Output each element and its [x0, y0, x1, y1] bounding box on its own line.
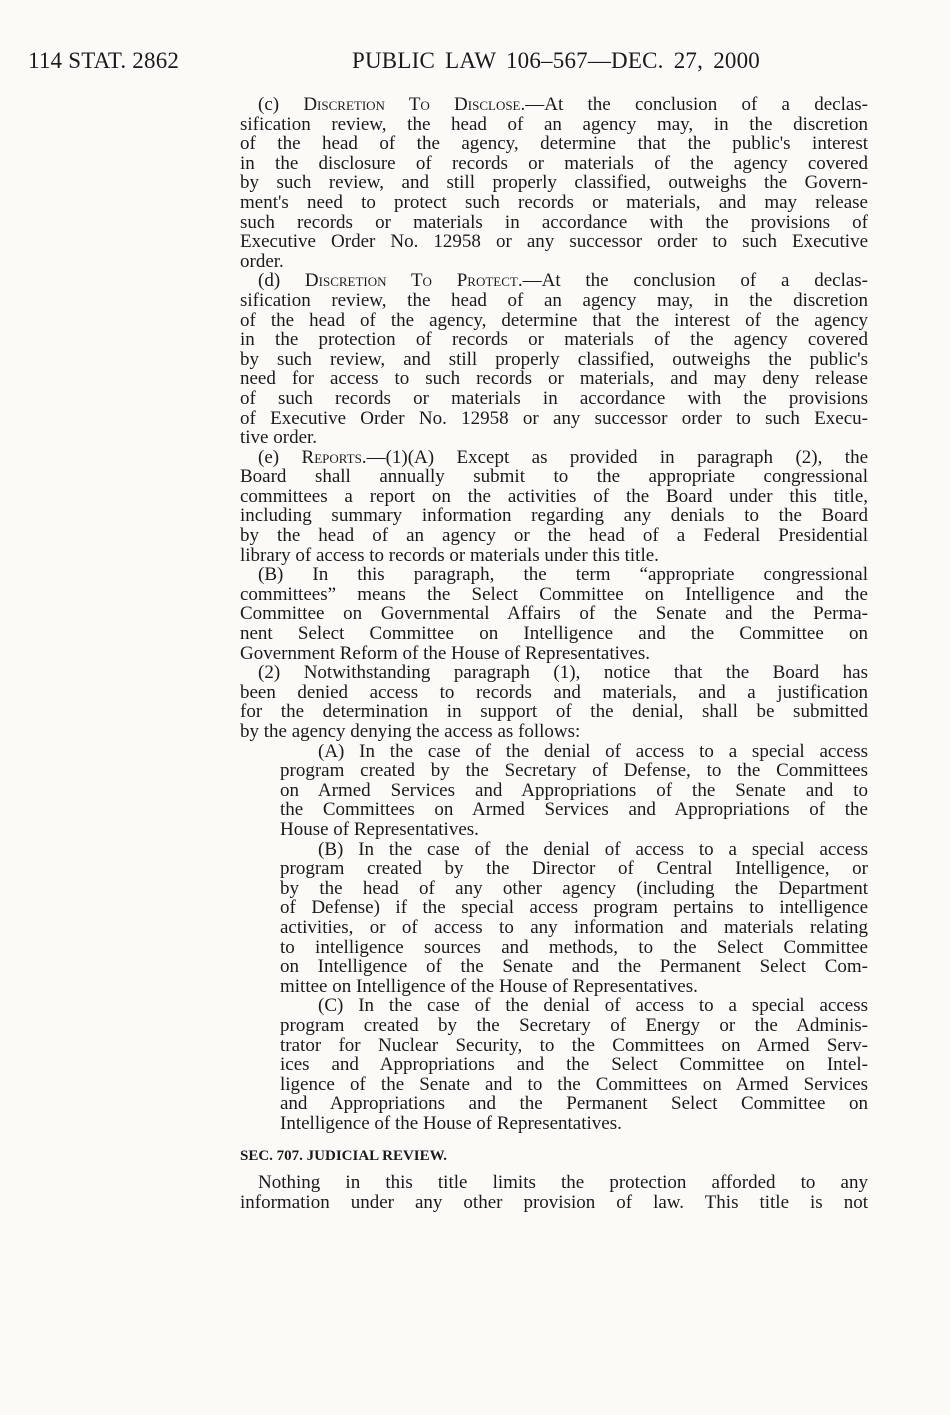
paragraph	[240, 95, 868, 271]
text-line: (A) In the case of the denial of access to a special access	[318, 740, 868, 762]
section-heading: SEC. 707. JUDICIAL REVIEW.	[240, 1148, 447, 1164]
text-line: Executive Order No. 12958 or any successor order to such Executive	[240, 231, 868, 253]
paragraph	[240, 663, 868, 741]
paragraph	[280, 996, 868, 1133]
text-line: by such review, and still properly classified, outweighs the public's	[240, 348, 868, 370]
text-line: Board shall annually submit to the appropriate congressional	[240, 466, 868, 488]
text-line: trator for Nuclear Security, to the Committees on Armed Serv-	[280, 1034, 868, 1056]
page-stat-number: 114 STAT. 2862	[28, 48, 180, 73]
text-line: committees” means the Select Committee on Intelligence and the	[240, 583, 868, 605]
text-line: mittee on Intelligence of the House of Representatives.	[280, 975, 698, 997]
paragraph	[280, 742, 868, 840]
text-line: nent Select Committee on Intelligence and the Committee on	[240, 623, 868, 645]
text-line: been denied access to records and materials, and a justification	[240, 681, 868, 703]
text-line: (C) In the case of the denial of access to a special access	[318, 995, 868, 1017]
text-line-content: —(1)(A) Except as provided in paragraph (2), the	[366, 446, 868, 468]
text-line: for the determination in support of the denial, shall be submitted	[240, 701, 868, 723]
text-line-content: —At the conclusion of a declas-	[522, 270, 869, 292]
text-line: by the head of any other agency (including the Department	[280, 877, 868, 899]
text-line: to intelligence sources and methods, to the Select Committee	[280, 936, 868, 958]
paragraph-label: (e)	[258, 446, 302, 468]
text-line: on Intelligence of the Senate and the Permanent Select Com-	[280, 956, 868, 978]
text-line: program created by the Secretary of Defense, to the Committees	[280, 760, 868, 782]
document-body	[240, 95, 868, 1133]
text-line: program created by the Director of Central Intelligence, or	[280, 858, 868, 880]
text-line: ment's need to protect such records or materials, and may release	[240, 191, 868, 213]
text-line: House of Representatives.	[280, 818, 479, 840]
text-line: of such records or materials in accordance with the provisions	[240, 387, 868, 409]
text-line: by such review, and still properly classified, outweighs the Govern-	[240, 172, 868, 194]
text-line: tive order.	[240, 427, 318, 449]
text-line: sification review, the head of an agency may, in the discretion	[240, 113, 868, 135]
paragraph-label: (d)	[258, 270, 305, 292]
text-line: activities, or of access to any information and materials relating	[280, 916, 868, 938]
text-line: library of access to records or materials under this title.	[240, 544, 659, 566]
text-line: ligence of the Senate and to the Committees on Armed Services	[280, 1073, 868, 1095]
paragraph-heading: Discretion To Protect.	[304, 270, 523, 292]
text-line: the Committees on Armed Services and Appropriations of the	[280, 799, 868, 821]
running-header: PUBLIC LAW 106–567—DEC. 27, 2000	[352, 48, 760, 73]
text-line: Government Reform of the House of Representatives.	[240, 642, 650, 664]
section-paragraph	[240, 1173, 868, 1212]
text-line: of the head of the agency, determine that the interest of the agency	[240, 309, 868, 331]
text-line: committees a report on the activities of the Board under this title,	[240, 485, 868, 507]
text-line: by the agency denying the access as follows:	[240, 721, 581, 742]
paragraph-label: (c)	[258, 94, 304, 115]
text-line: (B) In the case of the denial of access to a special access	[318, 838, 868, 860]
text-line: Committee on Governmental Affairs of the Senate and the Perma-	[240, 603, 868, 625]
text-line	[240, 271, 868, 291]
text-line: (B) In this paragraph, the term “appropriate congressional	[258, 564, 868, 586]
paragraph	[240, 448, 868, 566]
text-line: such records or materials in accordance with the provisions of	[240, 211, 868, 233]
text-line: Intelligence of the House of Representatives.	[280, 1112, 622, 1134]
text-line: of the head of the agency, determine that the public's interest	[240, 133, 868, 155]
text-line: program created by the Secretary of Energy or the Adminis-	[280, 1014, 868, 1036]
paragraph-heading: Discretion To Disclose.	[303, 94, 526, 115]
text-line	[240, 448, 868, 468]
text-line: in the disclosure of records or materials of the agency covered	[240, 152, 868, 174]
text-line: need for access to such records or materials, and may deny release	[240, 368, 868, 390]
text-line-content: —At the conclusion of a declas-	[525, 94, 869, 115]
text-line: and Appropriations and the Permanent Select Committee on	[280, 1093, 868, 1115]
text-line: ices and Appropriations and the Select Committee on Intel-	[280, 1054, 868, 1076]
text-line: by the head of an agency or the head of a Federal Presidential	[240, 525, 868, 547]
text-line: in the protection of records or materials of the agency covered	[240, 329, 868, 351]
text-line: of Defense) if the special access program pertains to intelligence	[280, 897, 868, 919]
text-line: of Executive Order No. 12958 or any successor order to such Execu-	[240, 407, 868, 429]
text-line: (2) Notwithstanding paragraph (1), notice that the Board has	[258, 662, 868, 684]
text-line: sification review, the head of an agency may, in the discretion	[240, 289, 868, 311]
text-line: including summary information regarding any denials to the Board	[240, 505, 868, 527]
paragraph	[240, 565, 868, 663]
text-line: order.	[240, 250, 284, 272]
text-line: on Armed Services and Appropriations of the Senate and to	[280, 779, 868, 801]
paragraph	[240, 271, 868, 447]
text-line: information under any other provision of law. This title is not	[240, 1191, 868, 1213]
paragraph-heading: Reports.	[301, 446, 367, 468]
text-line	[240, 95, 868, 115]
text-line: Nothing in this title limits the protection afforded to any	[258, 1172, 868, 1193]
paragraph	[280, 840, 868, 997]
